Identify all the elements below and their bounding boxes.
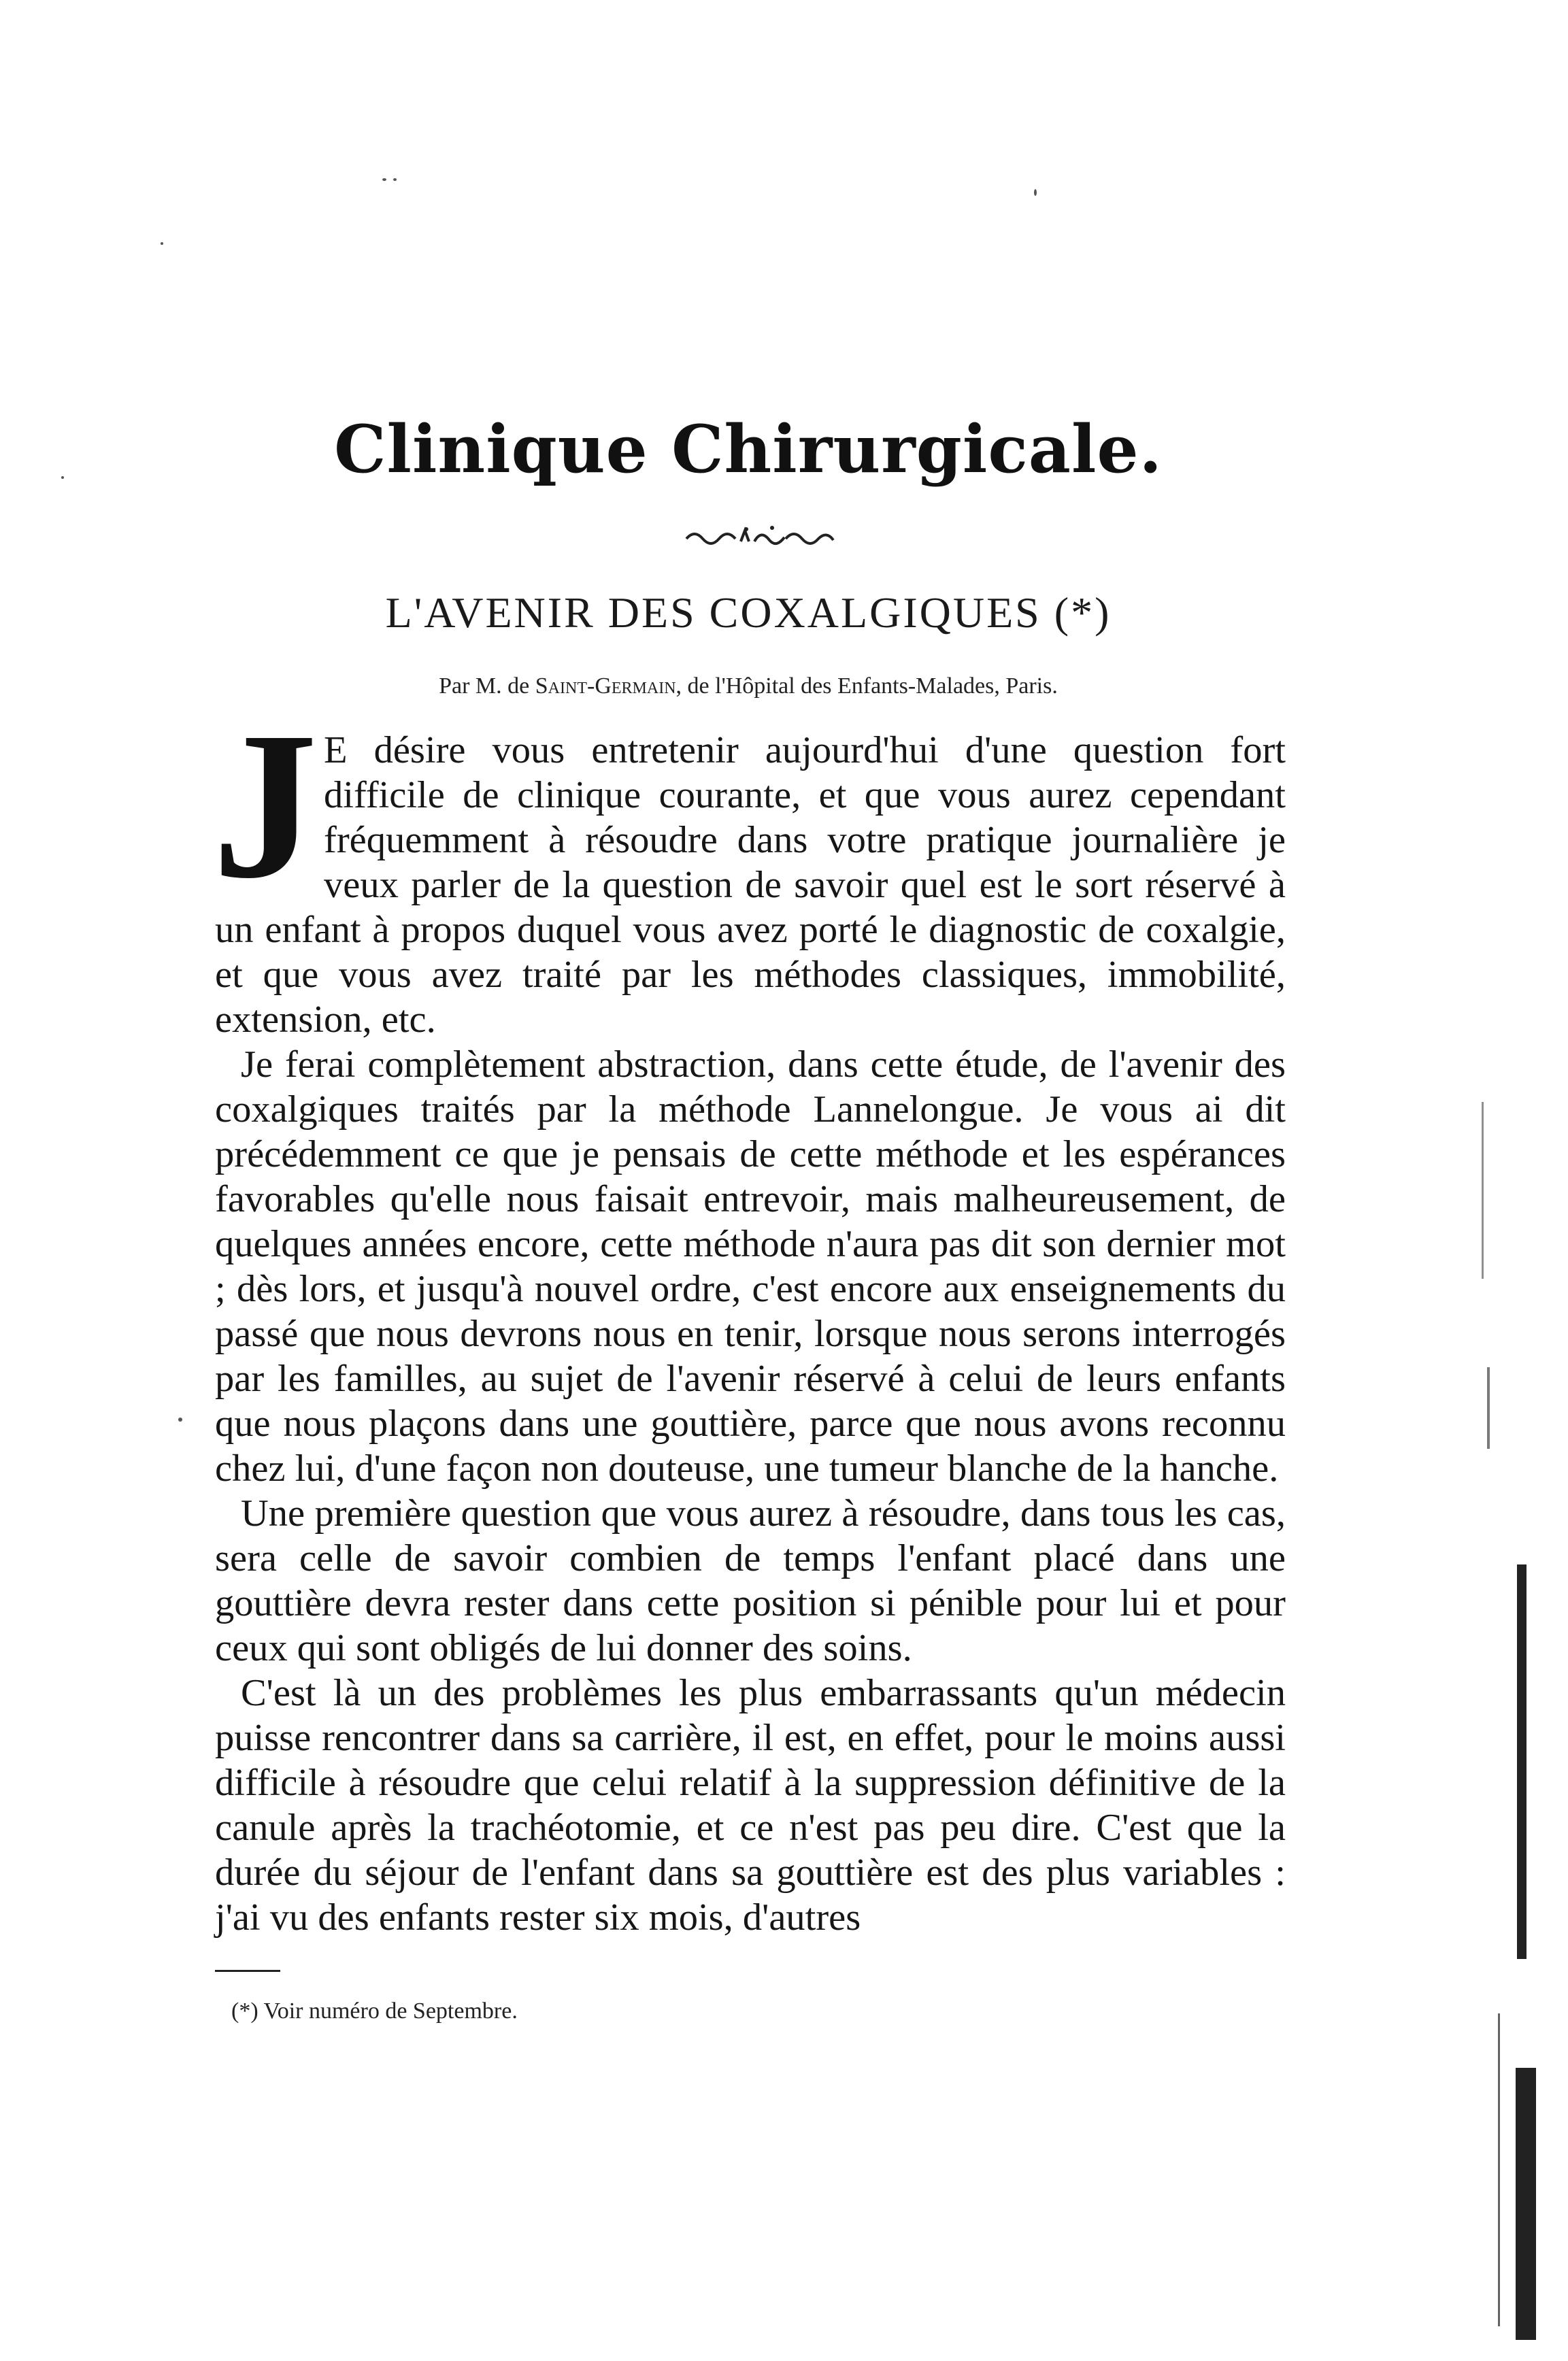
article-body bbox=[215, 728, 1286, 1940]
paragraph-4: C'est là un des problèmes les plus embarrassants qu'un médecin puisse rencontrer dans sa carrière, il est, en effet, pour le moins aussi difficile à résoudre que celui relatif à la suppression définitive de la canule après la trachéotomie, et ce n'est pas peu dire. C'est que la durée du séjour de l'enfant dans sa gouttière est des plus variables : j'ai vu des enfants rester six mois, d'autres bbox=[215, 1672, 1286, 1939]
margin-scan-line bbox=[1517, 1564, 1527, 1959]
article-title: L'AVENIR DES COXALGIQUES (*) bbox=[385, 588, 1112, 637]
byline-affiliation: , de l'Hôpital des Enfants-Malades, Paris. bbox=[675, 673, 1058, 699]
drop-cap-spacer bbox=[215, 728, 324, 907]
scan-speck bbox=[61, 476, 64, 479]
paragraph-3: Une première question que vous aurez à résoudre, dans tous les cas, sera celle de savoir combien de temps l'enfant placé dans une gouttière devra rester dans cette position si pénible pour lui et pour ceux qui sont obligés de lui donner des soins. bbox=[215, 1492, 1286, 1669]
article-byline bbox=[204, 673, 1292, 699]
ornament-divider bbox=[684, 522, 840, 550]
scan-speck bbox=[393, 178, 397, 181]
margin-scan-line bbox=[1482, 1102, 1484, 1279]
footnote: (*) Voir numéro de Septembre. bbox=[231, 1998, 518, 2024]
byline-prefix: Par M. de bbox=[439, 673, 535, 699]
scan-speck bbox=[178, 1418, 182, 1422]
footnote-rule bbox=[215, 1970, 280, 1972]
scan-speck bbox=[1034, 189, 1037, 196]
byline-author: Saint-Germain bbox=[535, 673, 676, 699]
drop-cap: J bbox=[212, 689, 318, 922]
paragraph-1: E désire vous entretenir aujourd'hui d'une question fort difficile de clinique courante, et que vous aurez cependant fréquemment à résoudre dans votre pratique journalière je veux parler de la question de savoir quel est le sort réservé à un enfant à propos duquel vous avez porté le diagnostic de coxalgie, et que vous avez traité par les méthodes classiques, immobilité, extension, etc. bbox=[215, 729, 1286, 1041]
section-heading: Clinique Chirurgicale. bbox=[334, 411, 1163, 488]
paragraph-2: Je ferai complètement abstraction, dans cette étude, de l'avenir des coxalgiques traités par la méthode Lannelongue. Je vous ai dit précédemment ce que je pensais de cette méthode et les espérances favorables qu'elle nous faisait entrevoir, mais malheureusement, de quelques années encore, cette méthode n'aura pas dit son dernier mot ; dès lors, et jusqu'à nouvel ordre, c'est encore aux enseignements du passé que nous devrons nous en tenir, lorsque nous serons interrogés par les familles, au sujet de l'avenir réservé à celui de leurs enfants que nous plaçons dans une gouttière, parce que nous avons reconnu chez lui, d'une façon non douteuse, une tumeur blanche de la hanche. bbox=[215, 1043, 1286, 1490]
scan-speck bbox=[382, 178, 386, 181]
scan-speck bbox=[161, 242, 163, 245]
margin-scan-line bbox=[1498, 2013, 1500, 2326]
margin-scan-line bbox=[1516, 2068, 1536, 2340]
margin-scan-line bbox=[1487, 1367, 1490, 1449]
